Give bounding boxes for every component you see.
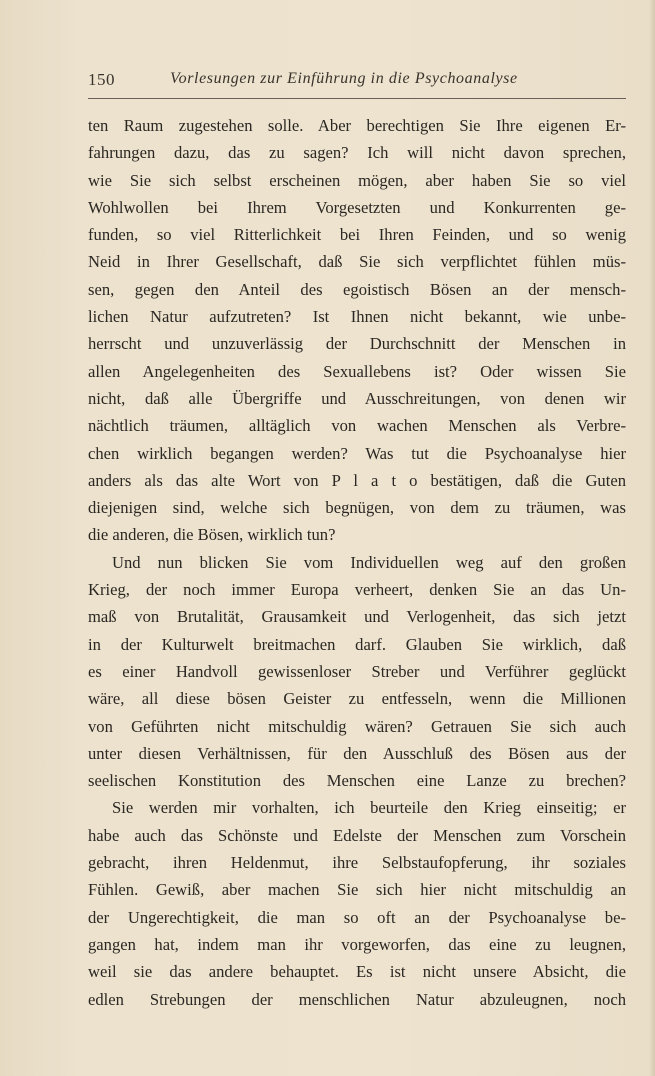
text-line: habe auch das Schönste und Edelste der Menschen zum Vorschein bbox=[88, 825, 626, 845]
text-line: gebracht, ihren Heldenmut, ihre Selbstaufopferung, ihr soziales bbox=[88, 853, 626, 873]
text-line: ten Raum zugestehen solle. Aber berechtigen Sie Ihre eigenen Er- bbox=[88, 116, 626, 135]
text-line: Und nun blicken Sie vom Individuellen weg auf den großen bbox=[112, 552, 626, 572]
page-number: 150 bbox=[88, 70, 115, 89]
running-title: Vorlesungen zur Einführung in die Psychoanalyse bbox=[170, 70, 518, 87]
text-line: allen Angelegenheiten des Sexuallebens ist? Oder wissen Sie bbox=[88, 361, 626, 381]
text-line: diejenigen sind, welche sich begnügen, von dem zu träumen, was bbox=[88, 498, 626, 518]
text-line: maß von Brutalität, Grausamkeit und Verlogenheit, das sich jetzt bbox=[88, 607, 626, 627]
text-line: anders als das alte Wort von P l a t o bestätigen, daß die Guten bbox=[88, 470, 626, 490]
text-line: lichen Natur aufzutreten? Ist Ihnen nicht bekannt, wie unbe- bbox=[88, 307, 626, 327]
text-line: herrscht und unzuverlässig der Durchschnitt der Menschen in bbox=[88, 334, 626, 354]
text-line: seelischen Konstitution des Menschen eine Lanze zu brechen? bbox=[88, 771, 626, 791]
text-line: funden, so viel Ritterlichkeit bei Ihren Feinden, und so wenig bbox=[88, 225, 626, 245]
text-line: sen, gegen den Anteil des egoistisch Bösen an der mensch- bbox=[88, 279, 626, 299]
text-line: fahrungen dazu, das zu sagen? Ich will nicht davon sprechen, bbox=[88, 143, 626, 163]
text-line: chen wirklich begangen werden? Was tut die Psychoanalyse hier bbox=[88, 443, 626, 463]
page-edge-shadow bbox=[649, 0, 655, 1076]
text-line: nicht, daß alle Übergriffe und Ausschreitungen, von denen wir bbox=[88, 388, 626, 408]
running-header bbox=[88, 70, 628, 94]
text-line: wie Sie sich selbst erscheinen mögen, aber haben Sie so viel bbox=[88, 170, 626, 190]
text-line: Neid in Ihrer Gesellschaft, daß Sie sich verpflichtet fühlen müs- bbox=[88, 252, 626, 272]
body-text bbox=[88, 112, 626, 1013]
text-line: der Ungerechtigkeit, die man so oft an der Psychoanalyse be- bbox=[88, 907, 626, 927]
text-line: Sie werden mir vorhalten, ich beurteile den Krieg einseitig; er bbox=[112, 798, 626, 818]
text-line: Fühlen. Gewiß, aber machen Sie sich hier nicht mitschuldig an bbox=[88, 880, 626, 900]
text-line: die anderen, die Bösen, wirklich tun? bbox=[88, 525, 336, 545]
text-line: wäre, all diese bösen Geister zu entfesseln, wenn die Millionen bbox=[88, 689, 626, 709]
text-line: in der Kulturwelt breitmachen darf. Glauben Sie wirklich, daß bbox=[88, 634, 626, 654]
text-line: Krieg, der noch immer Europa verheert, denken Sie an das Un- bbox=[88, 580, 626, 600]
text-line: Wohlwollen bei Ihrem Vorgesetzten und Konkurrenten ge- bbox=[88, 197, 626, 217]
text-line: nächtlich träumen, alltäglich von wachen Menschen als Verbre- bbox=[88, 416, 626, 436]
text-line: es einer Handvoll gewissenloser Streber und Verführer geglückt bbox=[88, 661, 626, 681]
text-line: weil sie das andere behauptet. Es ist nicht unsere Absicht, die bbox=[88, 962, 626, 982]
text-line: edlen Strebungen der menschlichen Natur abzuleugnen, noch bbox=[88, 989, 626, 1009]
text-line: unter diesen Verhältnissen, für den Ausschluß des Bösen aus der bbox=[88, 743, 626, 763]
header-rule bbox=[88, 98, 626, 99]
text-line: von Geführten nicht mitschuldig wären? Getrauen Sie sich auch bbox=[88, 716, 626, 736]
text-line: gangen hat, indem man ihr vorgeworfen, das eine zu leugnen, bbox=[88, 934, 626, 954]
